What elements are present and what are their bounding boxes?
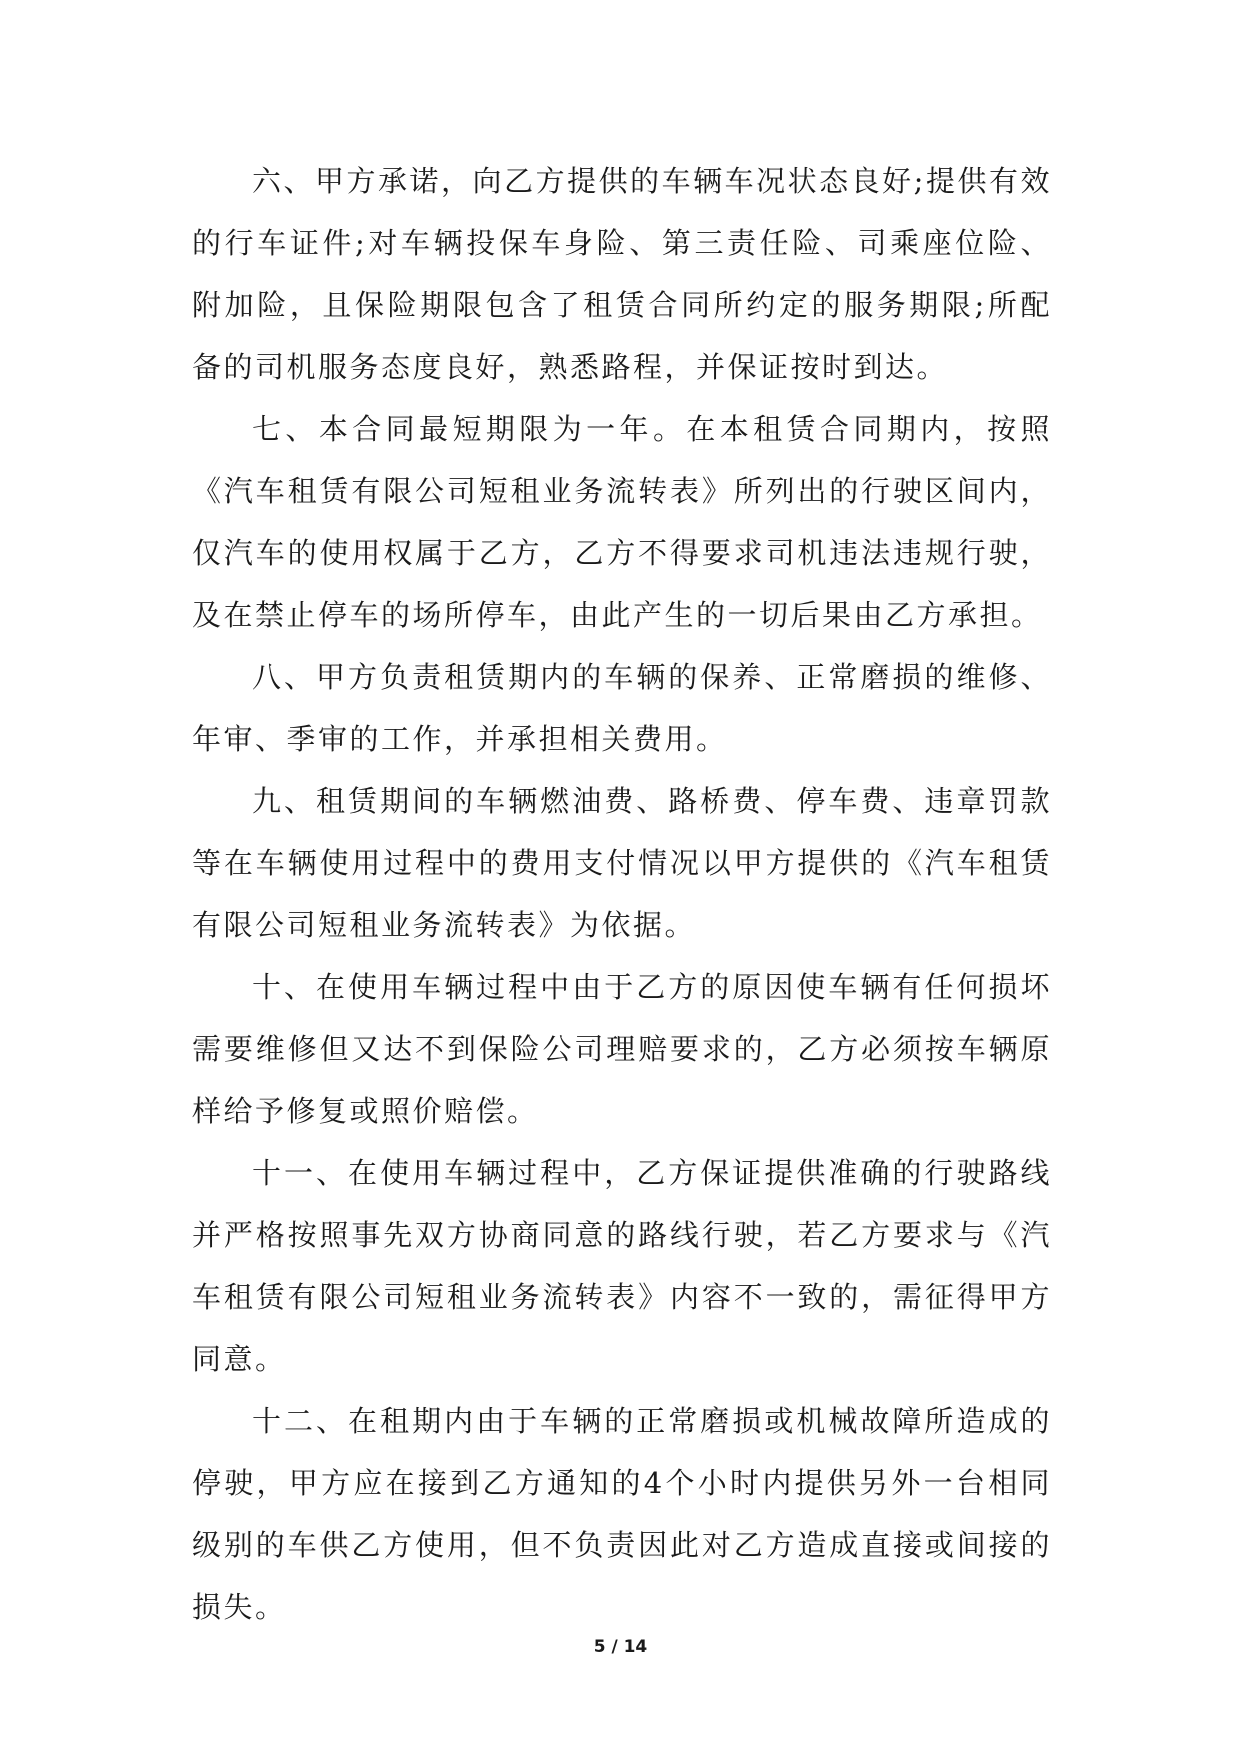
document-body	[192, 150, 1052, 1638]
clause-8: 八、甲方负责租赁期内的车辆的保养、正常磨损的维修、年审、季审的工作，并承担相关费用。	[192, 660, 1052, 756]
clause-6: 六、甲方承诺，向乙方提供的车辆车况状态良好;提供有效的行车证件;对车辆投保车身险、第三责任险、司乘座位险、附加险，且保险期限包含了租赁合同所约定的服务期限;所配备的司机服务态度良好，熟悉路程，并保证按时到达。	[192, 164, 1052, 384]
clause-12: 十二、在租期内由于车辆的正常磨损或机械故障所造成的停驶，甲方应在接到乙方通知的4个小时内提供另外一台相同级别的车供乙方使用，但不负责因此对乙方造成直接或间接的损失。	[192, 1404, 1052, 1624]
clause-9: 九、租赁期间的车辆燃油费、路桥费、停车费、违章罚款等在车辆使用过程中的费用支付情况以甲方提供的《汽车租赁有限公司短租业务流转表》为依据。	[192, 784, 1052, 942]
clause-11: 十一、在使用车辆过程中，乙方保证提供准确的行驶路线并严格按照事先双方协商同意的路线行驶，若乙方要求与《汽车租赁有限公司短租业务流转表》内容不一致的，需征得甲方同意。	[192, 1156, 1052, 1376]
clause-10: 十、在使用车辆过程中由于乙方的原因使车辆有任何损坏需要维修但又达不到保险公司理赔要求的，乙方必须按车辆原样给予修复或照价赔偿。	[192, 970, 1052, 1128]
clause-7: 七、本合同最短期限为一年。在本租赁合同期内，按照《汽车租赁有限公司短租业务流转表》所列出的行驶区间内，仅汽车的使用权属于乙方，乙方不得要求司机违法违规行驶，及在禁止停车的场所停车，由此产生的一切后果由乙方承担。	[192, 412, 1052, 632]
page-number: 5 / 14	[593, 1637, 648, 1657]
